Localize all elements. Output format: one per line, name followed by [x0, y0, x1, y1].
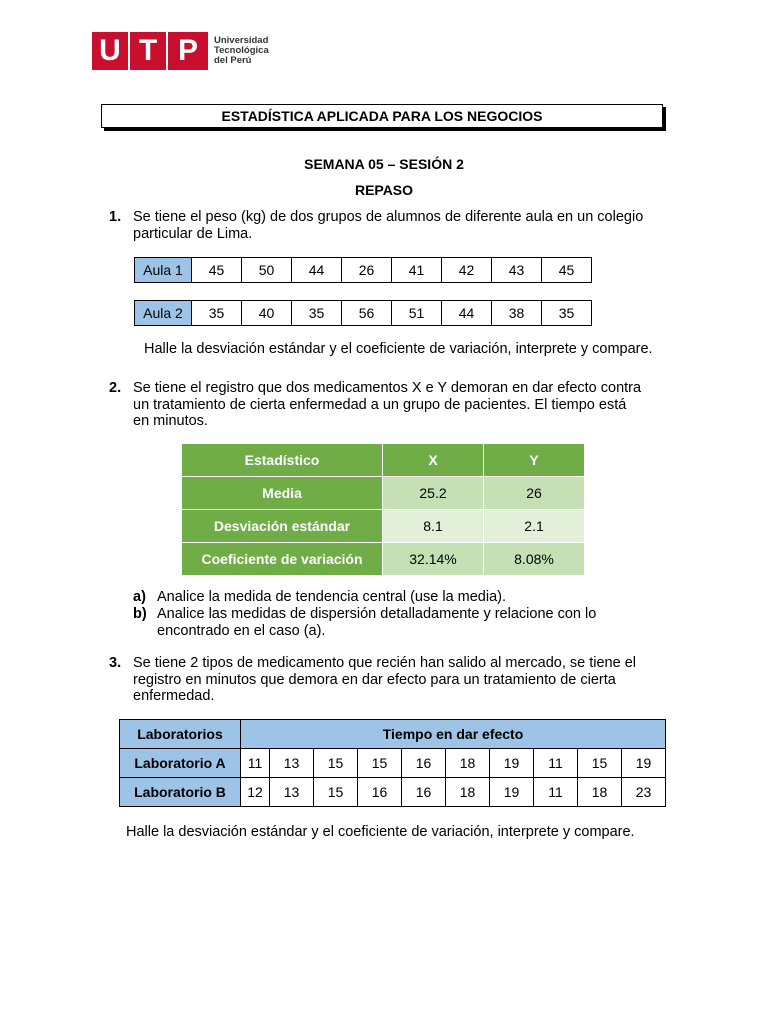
- stats-row-std: [182, 510, 585, 543]
- q3-text: [133, 655, 693, 705]
- lab-a-value: 19: [622, 749, 666, 778]
- lab-b-value: 16: [358, 778, 402, 807]
- lab-b-value: 12: [241, 778, 270, 807]
- lab-header-time: Tiempo en dar efecto: [241, 720, 666, 749]
- aula1-value: 44: [292, 258, 342, 283]
- stats-row-cv: [182, 543, 585, 576]
- aula2-value: 56: [342, 301, 392, 326]
- lab-b-value: 13: [270, 778, 314, 807]
- aula1-value: 26: [342, 258, 392, 283]
- aula1-row: [135, 258, 592, 283]
- lab-header-laboratorios: Laboratorios: [120, 720, 241, 749]
- stats-cell-y: 26: [484, 477, 585, 510]
- logo-line-1: Universidad: [214, 35, 269, 46]
- aula1-value: 50: [242, 258, 292, 283]
- stats-row-mean: [182, 477, 585, 510]
- lab-a-value: 15: [314, 749, 358, 778]
- lab-a-value: 15: [578, 749, 622, 778]
- stats-row-label: Desviación estándar: [182, 510, 383, 543]
- lab-a-value: 18: [446, 749, 490, 778]
- q3-line-1: Se tiene 2 tipos de medicamento que recién han salido al mercado, se tiene el: [133, 655, 636, 671]
- stats-row-label: Coeficiente de variación: [182, 543, 383, 576]
- lab-a-value: 13: [270, 749, 314, 778]
- q3-line-3: enfermedad.: [133, 688, 215, 704]
- q2-b-line-2: encontrado en el caso (a).: [157, 622, 326, 639]
- lab-b-label: Laboratorio B: [120, 778, 241, 807]
- utp-logo: [92, 32, 269, 70]
- stats-cell-x: 8.1: [383, 510, 484, 543]
- session-heading: SEMANA 05 – SESIÓN 2: [304, 156, 464, 172]
- q2-line-3: en minutos.: [133, 413, 208, 429]
- aula1-value: 45: [542, 258, 592, 283]
- q1-instruction: Halle la desviación estándar y el coeficiente de variación, interprete y compare.: [144, 341, 653, 357]
- q1-line-1: Se tiene el peso (kg) de dos grupos de alumnos de diferente aula en un colegio: [133, 209, 644, 225]
- stats-header-row: [182, 444, 585, 477]
- aula2-row: [135, 301, 592, 326]
- lab-b-value: 15: [314, 778, 358, 807]
- lab-b-value: 11: [534, 778, 578, 807]
- lab-a-value: 16: [402, 749, 446, 778]
- course-title: ESTADÍSTICA APLICADA PARA LOS NEGOCIOS: [101, 104, 663, 128]
- lab-b-value: 18: [446, 778, 490, 807]
- lab-a-value: 11: [534, 749, 578, 778]
- q3-instruction: Halle la desviación estándar y el coeficiente de variación, interprete y compare.: [126, 824, 635, 840]
- logo-letter-p: P: [168, 32, 208, 70]
- logo-line-3: del Perú: [214, 55, 252, 66]
- q2-b-text: [157, 606, 596, 639]
- q2-number: 2.: [109, 380, 122, 396]
- aula2-value: 40: [242, 301, 292, 326]
- lab-b-value: 16: [402, 778, 446, 807]
- stats-header-y: Y: [484, 444, 585, 477]
- lab-a-value: 15: [358, 749, 402, 778]
- aula2-value: 38: [492, 301, 542, 326]
- q2-b-label: b): [133, 606, 147, 622]
- q2-a-text: Analice la medida de tendencia central (use la media).: [157, 589, 507, 605]
- lab-b-value: 19: [490, 778, 534, 807]
- q2-b-marker: [133, 606, 147, 623]
- lab-a-value: 11: [241, 749, 270, 778]
- lab-header-row: [120, 720, 666, 749]
- lab-table: [119, 719, 666, 807]
- lab-row-a: [120, 749, 666, 778]
- review-heading: REPASO: [354, 182, 414, 198]
- aula2-value: 51: [392, 301, 442, 326]
- stats-header-statistic: Estadístico: [182, 444, 383, 477]
- lab-b-value: 18: [578, 778, 622, 807]
- q3-number: 3.: [109, 655, 122, 671]
- logo-line-2: Tecnológica: [214, 45, 269, 56]
- aula1-value: 41: [392, 258, 442, 283]
- aula2-value: 35: [542, 301, 592, 326]
- stats-cell-x: 25.2: [383, 477, 484, 510]
- aula1-value: 42: [442, 258, 492, 283]
- q2-line-1: Se tiene el registro que dos medicamentos X e Y demoran en dar efecto contra: [133, 380, 642, 396]
- logo-letter-t: T: [130, 32, 166, 70]
- q3-line-2: registro en minutos que demora en dar efecto para un tratamiento de cierta: [133, 671, 616, 688]
- q2-a-marker: [133, 589, 146, 606]
- lab-b-value: 23: [622, 778, 666, 807]
- aula2-table: [134, 300, 592, 326]
- stats-cell-y: 8.08%: [484, 543, 585, 576]
- aula2-value: 35: [192, 301, 242, 326]
- q2-b-line-1: Analice las medidas de dispersión detalladamente y relacione con lo: [157, 606, 597, 622]
- aula1-label: Aula 1: [135, 258, 192, 283]
- q2-text: [133, 380, 693, 430]
- stats-row-label: Media: [182, 477, 383, 510]
- logo-letter-u: U: [92, 32, 128, 70]
- stats-table: [182, 444, 585, 576]
- aula1-table: [134, 257, 592, 283]
- lab-a-value: 19: [490, 749, 534, 778]
- stats-header-x: X: [383, 444, 484, 477]
- q1-line-2: particular de Lima.: [133, 225, 253, 242]
- q1-number: 1.: [109, 209, 122, 225]
- aula2-value: 35: [292, 301, 342, 326]
- stats-cell-y: 2.1: [484, 510, 585, 543]
- q2-line-2: un tratamiento de cierta enfermedad a un grupo de pacientes. El tiempo está: [133, 396, 627, 413]
- aula1-value: 43: [492, 258, 542, 283]
- logo-text: [214, 36, 269, 66]
- q2-a-label: a): [133, 589, 146, 605]
- aula2-value: 44: [442, 301, 492, 326]
- aula2-label: Aula 2: [135, 301, 192, 326]
- lab-row-b: [120, 778, 666, 807]
- stats-cell-x: 32.14%: [383, 543, 484, 576]
- lab-a-label: Laboratorio A: [120, 749, 241, 778]
- q1-text: [133, 209, 693, 242]
- aula1-value: 45: [192, 258, 242, 283]
